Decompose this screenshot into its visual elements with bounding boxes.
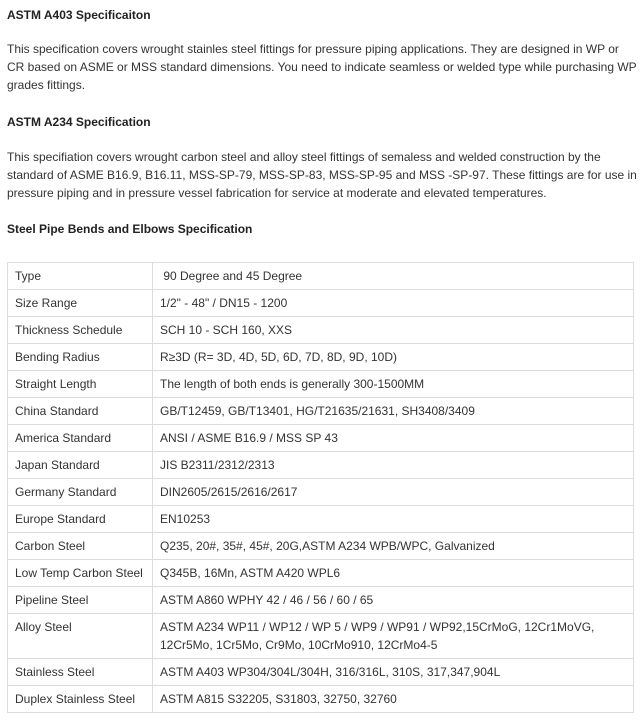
row-value: ASTM A403 WP304/304L/304H, 316/316L, 310S, 317,347,904L xyxy=(153,659,634,686)
table-row xyxy=(8,263,634,290)
bends-heading: Steel Pipe Bends and Elbows Specification xyxy=(7,222,253,236)
row-key: China Standard xyxy=(8,398,153,425)
row-key: Low Temp Carbon Steel xyxy=(8,560,153,587)
table-row xyxy=(8,560,634,587)
row-value: GB/T12459, GB/T13401, HG/T21635/21631, SH3408/3409 xyxy=(153,398,634,425)
row-value: 90 Degree and 45 Degree xyxy=(153,263,634,290)
row-value: The length of both ends is generally 300-1500MM xyxy=(153,371,634,398)
row-key: Type xyxy=(8,263,153,290)
table-row xyxy=(8,533,634,560)
a234-heading: ASTM A234 Specification xyxy=(7,115,151,129)
row-value: SCH 10 - SCH 160, XXS xyxy=(153,317,634,344)
row-value: ANSI / ASME B16.9 / MSS SP 43 xyxy=(153,425,634,452)
row-key: Duplex Stainless Steel xyxy=(8,686,153,713)
row-value: ASTM A234 WP11 / WP12 / WP 5 / WP9 / WP91 / WP92,15CrMoG, 12Cr1MoVG, 12Cr5Mo, 1Cr5Mo, Cr9Mo, 10CrMo910, 12CrMo4-5 xyxy=(153,614,634,659)
row-value: Q345B, 16Mn, ASTM A420 WPL6 xyxy=(153,560,634,587)
row-key: Straight Length xyxy=(8,371,153,398)
table-row xyxy=(8,344,634,371)
row-value: 1/2" - 48" / DN15 - 1200 xyxy=(153,290,634,317)
table-row xyxy=(8,425,634,452)
table-row xyxy=(8,614,634,659)
row-value: JIS B2311/2312/2313 xyxy=(153,452,634,479)
table-row xyxy=(8,479,634,506)
table-row xyxy=(8,587,634,614)
row-value: R≥3D (R= 3D, 4D, 5D, 6D, 7D, 8D, 9D, 10D) xyxy=(153,344,634,371)
row-key: Japan Standard xyxy=(8,452,153,479)
a403-paragraph: This specification covers wrought stainles steel fittings for pressure piping applications. They are designed in WP or CR based on ASME or MSS standard dimensions. You need to indicate seamless or welded type while purchasing WP grades fittings. xyxy=(7,42,637,92)
a234-paragraph: This specifiation covers wrought carbon steel and alloy steel fittings of semaless and welded construction by the standard of ASME B16.9, B16.11, MSS-SP-79, MSS-SP-83, MSS-SP-95 and MSS -SP-97. These fittings are for use in pressure piping and in pressure vessel fabrication for service at moderate and elevated temperatures. xyxy=(7,150,637,200)
row-key: Carbon Steel xyxy=(8,533,153,560)
row-value: ASTM A860 WPHY 42 / 46 / 56 / 60 / 65 xyxy=(153,587,634,614)
row-key: Bending Radius xyxy=(8,344,153,371)
row-key: Thickness Schedule xyxy=(8,317,153,344)
row-key: Alloy Steel xyxy=(8,614,153,659)
a403-heading: ASTM A403 Specificaiton xyxy=(7,8,151,22)
table-row xyxy=(8,686,634,713)
table-row xyxy=(8,452,634,479)
table-row xyxy=(8,398,634,425)
row-key: America Standard xyxy=(8,425,153,452)
row-value: DIN2605/2615/2616/2617 xyxy=(153,479,634,506)
table-row xyxy=(8,506,634,533)
row-key: Size Range xyxy=(8,290,153,317)
table-row xyxy=(8,290,634,317)
row-value: Q235, 20#, 35#, 45#, 20G,ASTM A234 WPB/WPC, Galvanized xyxy=(153,533,634,560)
table-row xyxy=(8,317,634,344)
row-value: ASTM A815 S32205, S31803, 32750, 32760 xyxy=(153,686,634,713)
row-value: EN10253 xyxy=(153,506,634,533)
table-row xyxy=(8,371,634,398)
row-key: Germany Standard xyxy=(8,479,153,506)
row-key: Europe Standard xyxy=(8,506,153,533)
row-key: Pipeline Steel xyxy=(8,587,153,614)
row-key: Stainless Steel xyxy=(8,659,153,686)
spec-table xyxy=(7,262,634,713)
table-row xyxy=(8,659,634,686)
